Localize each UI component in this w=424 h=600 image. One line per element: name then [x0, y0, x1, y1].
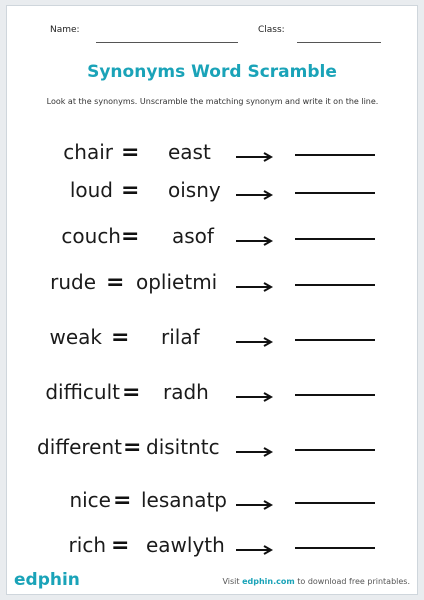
scrambled-word: rilaf — [161, 325, 200, 349]
scrambled-word: lesanatp — [141, 488, 228, 512]
scrambled-word: eawlyth — [146, 533, 225, 557]
row-word: chair — [63, 140, 113, 164]
answer-line[interactable] — [295, 502, 375, 504]
exercise-row — [0, 380, 424, 410]
equals-sign: = — [122, 380, 141, 405]
equals-sign: = — [121, 224, 140, 249]
answer-line[interactable] — [295, 192, 375, 194]
arrow-icon — [236, 500, 276, 510]
edphin-logo: edphin — [14, 570, 80, 590]
answer-line[interactable] — [295, 449, 375, 451]
name-line — [96, 42, 238, 43]
class-label: Class: — [258, 25, 285, 35]
row-word: rude — [50, 270, 96, 294]
scrambled-word: asof — [172, 224, 214, 248]
row-word: rich — [68, 533, 106, 557]
instructions-text: Look at the synonyms. Unscramble the matching synonym and write it on the line. — [46, 97, 379, 106]
equals-sign: = — [111, 533, 130, 558]
footer-link[interactable]: edphin.com — [242, 577, 295, 586]
exercise-row — [0, 140, 424, 170]
scrambled-word: oisny — [168, 178, 221, 202]
arrow-icon — [236, 545, 276, 555]
equals-sign: = — [113, 488, 132, 513]
equals-sign: = — [123, 435, 142, 460]
scrambled-word: radh — [163, 380, 209, 404]
answer-line[interactable] — [295, 238, 375, 240]
arrow-icon — [236, 282, 276, 292]
answer-line[interactable] — [295, 154, 375, 156]
exercise-row — [0, 488, 424, 518]
exercise-row — [0, 224, 424, 254]
arrow-icon — [236, 392, 276, 402]
row-word: loud — [69, 178, 113, 202]
scrambled-word: east — [168, 140, 211, 164]
name-label: Name: — [50, 25, 80, 35]
footer — [0, 572, 424, 592]
exercise-row — [0, 533, 424, 563]
exercise-row — [0, 178, 424, 208]
exercise-row — [0, 435, 424, 465]
arrow-icon — [236, 447, 276, 457]
arrow-icon — [236, 190, 276, 200]
worksheet-title: Synonyms Word Scramble — [87, 62, 337, 82]
equals-sign: = — [121, 140, 140, 165]
equals-sign: = — [106, 270, 125, 295]
scrambled-word: oplietmi — [136, 270, 218, 294]
arrow-icon — [236, 236, 276, 246]
row-word: difficult — [45, 380, 120, 404]
answer-line[interactable] — [295, 394, 375, 396]
answer-line[interactable] — [295, 284, 375, 286]
arrow-icon — [236, 337, 276, 347]
footer-suffix: to download free printables. — [294, 577, 410, 586]
row-word: weak — [49, 325, 102, 349]
row-word: nice — [69, 488, 111, 512]
equals-sign: = — [121, 178, 140, 203]
footer-prefix: Visit — [222, 577, 243, 586]
exercise-row — [0, 325, 424, 355]
scrambled-word: disitntc — [146, 435, 220, 459]
equals-sign: = — [111, 325, 130, 350]
row-word: different — [37, 435, 122, 459]
answer-line[interactable] — [295, 339, 375, 341]
exercise-row — [0, 270, 424, 300]
row-word: couch — [61, 224, 121, 248]
arrow-icon — [236, 152, 276, 162]
class-line — [297, 42, 381, 43]
answer-line[interactable] — [295, 547, 375, 549]
footer-text — [222, 577, 410, 586]
